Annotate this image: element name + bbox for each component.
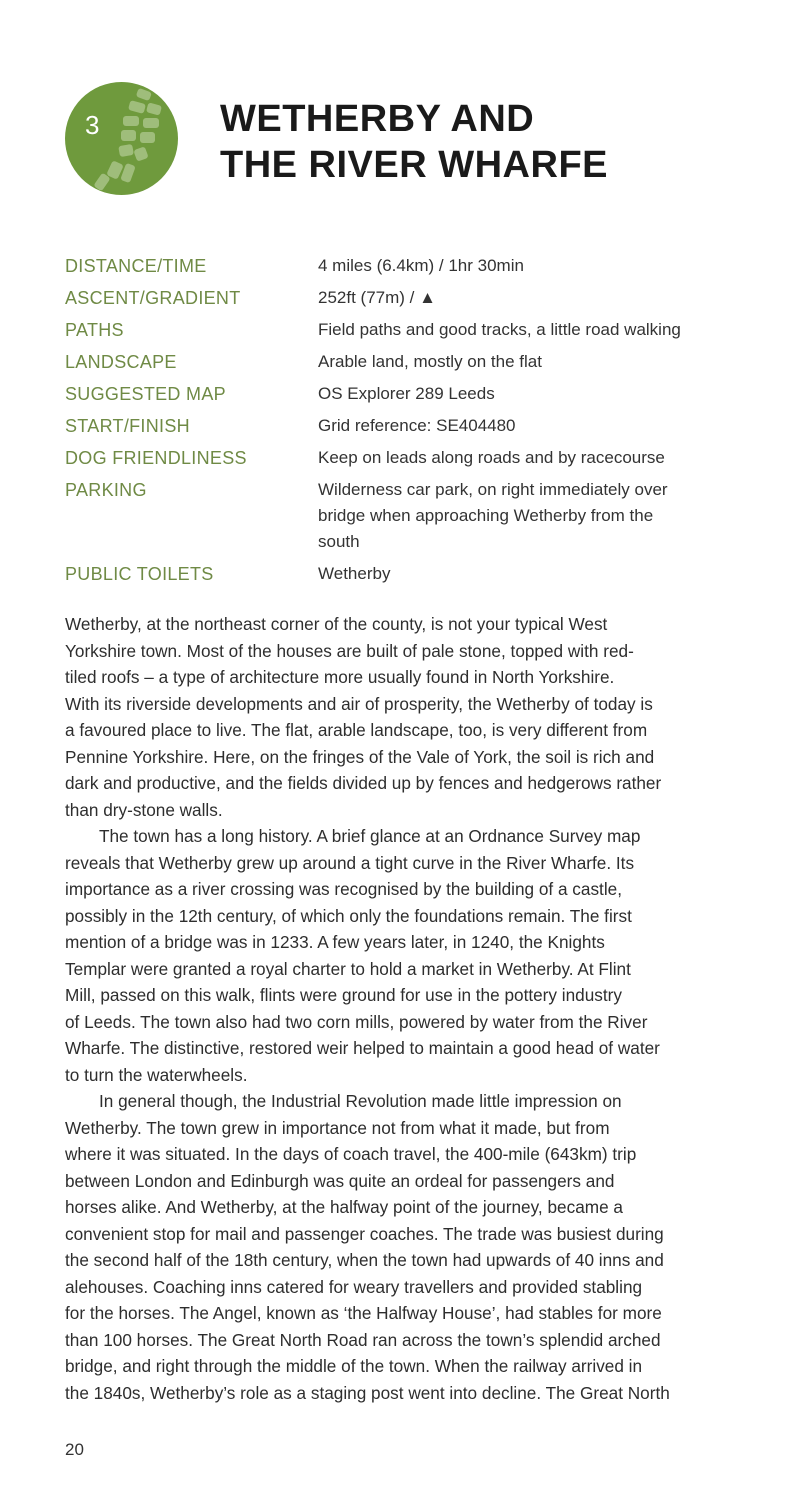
text-line: horses alike. And Wetherby, at the halfway point of the journey, became a — [65, 1197, 623, 1217]
info-value-line: OS Explorer 289 Leeds — [318, 384, 495, 403]
footprint-icon — [65, 82, 178, 195]
body-text — [65, 611, 725, 1406]
text-line: Templar were granted a royal charter to hold a market in Wetherby. At Flint — [65, 958, 631, 979]
info-label: ASCENT/GRADIENT — [65, 288, 241, 308]
text-line: importance as a river crossing was recognised by the building of a castle, — [65, 879, 622, 899]
text-line: of Leeds. The town also had two corn mills, powered by water from the River — [65, 1011, 648, 1032]
info-row — [65, 477, 745, 555]
text-line: reveals that Wetherby grew up around a tight curve in the River Wharfe. Its — [65, 852, 635, 873]
text-line: alehouses. Coaching inns catered for weary travellers and provided stabling — [65, 1276, 643, 1297]
info-value — [318, 477, 745, 555]
text-line: Pennine Yorkshire. Here, on the fringes of the Vale of York, the soil is rich and — [65, 746, 655, 767]
info-value — [318, 561, 745, 587]
paragraph — [65, 611, 725, 823]
info-value — [318, 381, 745, 407]
text-line: Yorkshire town. Most of the houses are built of pale stone, topped with red- — [65, 640, 634, 661]
text-line: dark and productive, and the fields divided up by fences and hedgerows rather — [65, 773, 662, 793]
walk-info-table — [65, 253, 745, 593]
text-line: the 1840s, Wetherby’s role as a staging post went into decline. The Great North — [65, 1382, 670, 1403]
info-label: PARKING — [65, 480, 147, 500]
text-line: Wharfe. The distinctive, restored weir helped to maintain a good head of water — [65, 1038, 660, 1058]
info-value-line: Arable land, mostly on the flat — [318, 352, 542, 371]
text-line: where it was situated. In the days of coach travel, the 400-mile (643km) trip — [65, 1144, 637, 1164]
info-row — [65, 285, 745, 311]
info-value-line: Wilderness car park, on right immediately over — [318, 480, 668, 499]
info-row — [65, 413, 745, 439]
info-label: SUGGESTED MAP — [65, 384, 226, 404]
title-line: THE RIVER WHARFE — [220, 144, 608, 186]
info-value-line: Field paths and good tracks, a little road walking — [318, 320, 681, 339]
text-line: convenient stop for mail and passenger coaches. The trade was busiest during — [65, 1223, 664, 1244]
title-line: WETHERBY AND — [220, 98, 535, 140]
text-line: possibly in the 12th century, of which only the foundations remain. The first — [65, 905, 632, 926]
info-value — [318, 349, 745, 375]
info-label: PUBLIC TOILETS — [65, 564, 214, 584]
info-value-line: 252ft (77m) / ▲ — [318, 288, 436, 307]
text-line: than 100 horses. The Great North Road ran across the town’s splendid arched — [65, 1329, 661, 1350]
info-row — [65, 317, 745, 343]
page-number: 20 — [65, 1440, 84, 1459]
text-line: Wetherby. The town grew in importance not from what it made, but from — [65, 1117, 610, 1138]
info-label: START/FINISH — [65, 416, 190, 436]
paragraph — [65, 1088, 725, 1406]
info-row — [65, 561, 745, 587]
info-label: DOG FRIENDLINESS — [65, 448, 247, 468]
text-line: a favoured place to live. The flat, arable landscape, too, is very different from — [65, 720, 648, 740]
text-line: Wetherby, at the northeast corner of the county, is not your typical West — [65, 614, 608, 634]
text-line: between London and Edinburgh was quite an ordeal for passengers and — [65, 1170, 615, 1191]
text-line: bridge, and right through the middle of the town. When the railway arrived in — [65, 1356, 643, 1376]
info-row — [65, 253, 745, 279]
walk-number: 3 — [85, 110, 100, 140]
text-line: than dry-stone walls. — [65, 799, 223, 820]
info-value — [318, 413, 745, 439]
text-line: tiled roofs – a type of architecture more usually found in North Yorkshire. — [65, 667, 615, 687]
info-value — [318, 253, 745, 279]
info-value-line: south — [318, 532, 360, 551]
info-row — [65, 445, 745, 471]
info-row — [65, 349, 745, 375]
info-value-line: Keep on leads along roads and by racecourse — [318, 448, 665, 467]
text-line: for the horses. The Angel, known as ‘the Halfway House’, had stables for more — [65, 1303, 662, 1323]
info-value-line: 4 miles (6.4km) / 1hr 30min — [318, 256, 524, 275]
text-line: the second half of the 18th century, when the town had upwards of 40 inns and — [65, 1250, 664, 1270]
walk-number-badge — [65, 82, 178, 195]
info-value — [318, 445, 745, 471]
text-line: to turn the waterwheels. — [65, 1064, 248, 1085]
info-value-line: Grid reference: SE404480 — [318, 416, 516, 435]
info-label: PATHS — [65, 320, 124, 340]
paragraph — [65, 823, 725, 1088]
text-line: In general though, the Industrial Revolution made little impression on — [99, 1091, 622, 1111]
info-value-line: Wetherby — [318, 564, 391, 583]
info-value — [318, 317, 745, 343]
text-line: With its riverside developments and air of prosperity, the Wetherby of today is — [65, 693, 653, 714]
info-row — [65, 381, 745, 407]
text-line: mention of a bridge was in 1233. A few years later, in 1240, the Knights — [65, 932, 605, 952]
info-label: LANDSCAPE — [65, 352, 177, 372]
info-label: DISTANCE/TIME — [65, 256, 207, 276]
text-line: Mill, passed on this walk, flints were ground for use in the pottery industry — [65, 985, 622, 1005]
info-value — [318, 285, 745, 311]
text-line: The town has a long history. A brief glance at an Ordnance Survey map — [99, 826, 641, 846]
page-title — [220, 96, 608, 188]
info-value-line: bridge when approaching Wetherby from the — [318, 506, 654, 525]
